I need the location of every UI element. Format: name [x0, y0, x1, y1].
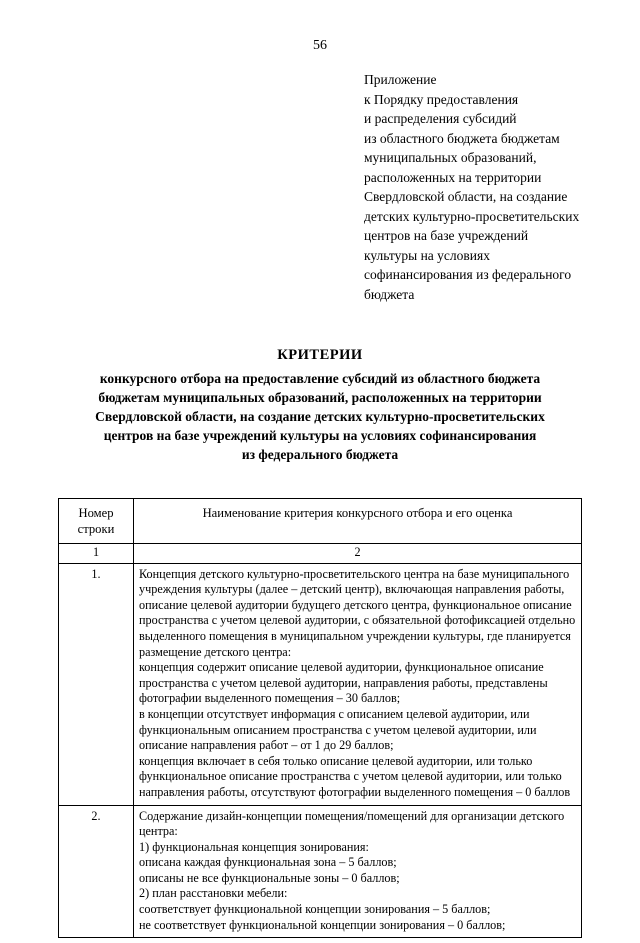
criteria-paragraph: 1) функциональная концепция зонирования: — [139, 839, 369, 854]
appendix-line: из областного бюджета бюджетам — [364, 130, 560, 146]
criteria-paragraph: концепция содержит описание целевой аудитории, функциональное описание пространства с учетом целевой аудитории, направления работы, представлены фотографии выделенного помещения – 30 баллов; — [139, 660, 548, 706]
table-column-number-row — [59, 544, 582, 564]
criteria-paragraph: 2) план расстановки мебели: — [139, 886, 288, 901]
criteria-paragraph: Содержание дизайн-концепции помещения/помещений для организации детского центра: — [139, 808, 565, 839]
subtitle-line: из федерального бюджета — [241, 447, 399, 462]
row-number: 1. — [59, 563, 134, 805]
appendix-line: Приложение — [364, 72, 437, 87]
subtitle-line: центров на базе учреждений культуры на условиях софинансирования — [103, 428, 537, 443]
table-header-row-number — [59, 499, 134, 544]
appendix-reference-block — [364, 70, 614, 304]
criteria-paragraph: концепция включает в себя только описание целевой аудитории, или только функциональное описание пространства с учетом целевой аудитории, или только направления работы, отсутствуют фотографии выделенного помещения – 0 баллов — [139, 753, 571, 799]
subtitle-line: бюджетам муниципальных образований, расположенных на территории — [98, 390, 542, 405]
criteria-paragraph: соответствует функциональной концепции зонирования – 5 баллов; — [139, 902, 491, 917]
criteria-paragraph: описаны не все функциональные зоны – 0 баллов; — [139, 870, 400, 885]
appendix-line: софинансирования из федерального — [364, 267, 572, 282]
row-number: 2. — [59, 805, 134, 938]
appendix-line: центров на базе учреждений — [364, 228, 529, 243]
header-line: Номер — [78, 506, 114, 520]
table-header-criteria-name: Наименование критерия конкурсного отбора и его оценка — [134, 499, 582, 544]
subtitle-line: Свердловской области, на создание детских культурно-просветительских — [95, 409, 545, 424]
table-header-row — [59, 499, 582, 544]
appendix-line: Свердловской области, на создание — [364, 189, 568, 204]
row-criteria-text — [134, 805, 582, 938]
appendix-line: к Порядку предоставления — [364, 91, 519, 107]
subtitle-line: конкурсного отбора на предоставление субсидий из областного бюджета — [99, 371, 541, 386]
appendix-line: культуры на условиях — [364, 247, 490, 263]
document-title-block — [0, 346, 640, 464]
table-row — [59, 563, 582, 805]
criteria-paragraph: не соответствует функциональной концепции зонирования – 0 баллов; — [139, 917, 506, 932]
document-subtitle — [50, 369, 590, 464]
page-number: 56 — [313, 38, 327, 53]
criteria-paragraph: описана каждая функциональная зона – 5 баллов; — [139, 855, 397, 870]
document-page — [0, 38, 640, 943]
appendix-line: детских культурно-просветительских — [364, 208, 580, 224]
row-criteria-text — [134, 563, 582, 805]
header-line: строки — [77, 522, 115, 536]
table-row — [59, 805, 582, 938]
page-title: КРИТЕРИИ — [277, 347, 363, 363]
criteria-paragraph: в концепции отсутствует информация с описанием целевой аудитории, или функциональным описанием пространства с учетом целевой аудитории, или описание направления работ – от 1 до 29 баллов; — [139, 706, 537, 753]
appendix-line: бюджета — [364, 286, 415, 302]
criteria-paragraph: Концепция детского культурно-просветительского центра на базе муниципального учреждения культуры (далее – детский центр), включающая направления работы, описание целевой аудитории будущего детского центра, функциональное описание пространства с учетом целевой аудитории, с обязательной фотофиксацией отдельно выделенного помещения в муниципальном учреждении культуры, где планируется размещение детского центра: — [139, 566, 576, 659]
appendix-line: расположенных на территории — [364, 169, 542, 185]
criteria-table — [58, 498, 582, 938]
column-number-2: 2 — [134, 544, 582, 564]
column-number-1: 1 — [59, 544, 134, 564]
appendix-line: муниципальных образований, — [364, 150, 537, 165]
appendix-line: и распределения субсидий — [364, 111, 517, 126]
